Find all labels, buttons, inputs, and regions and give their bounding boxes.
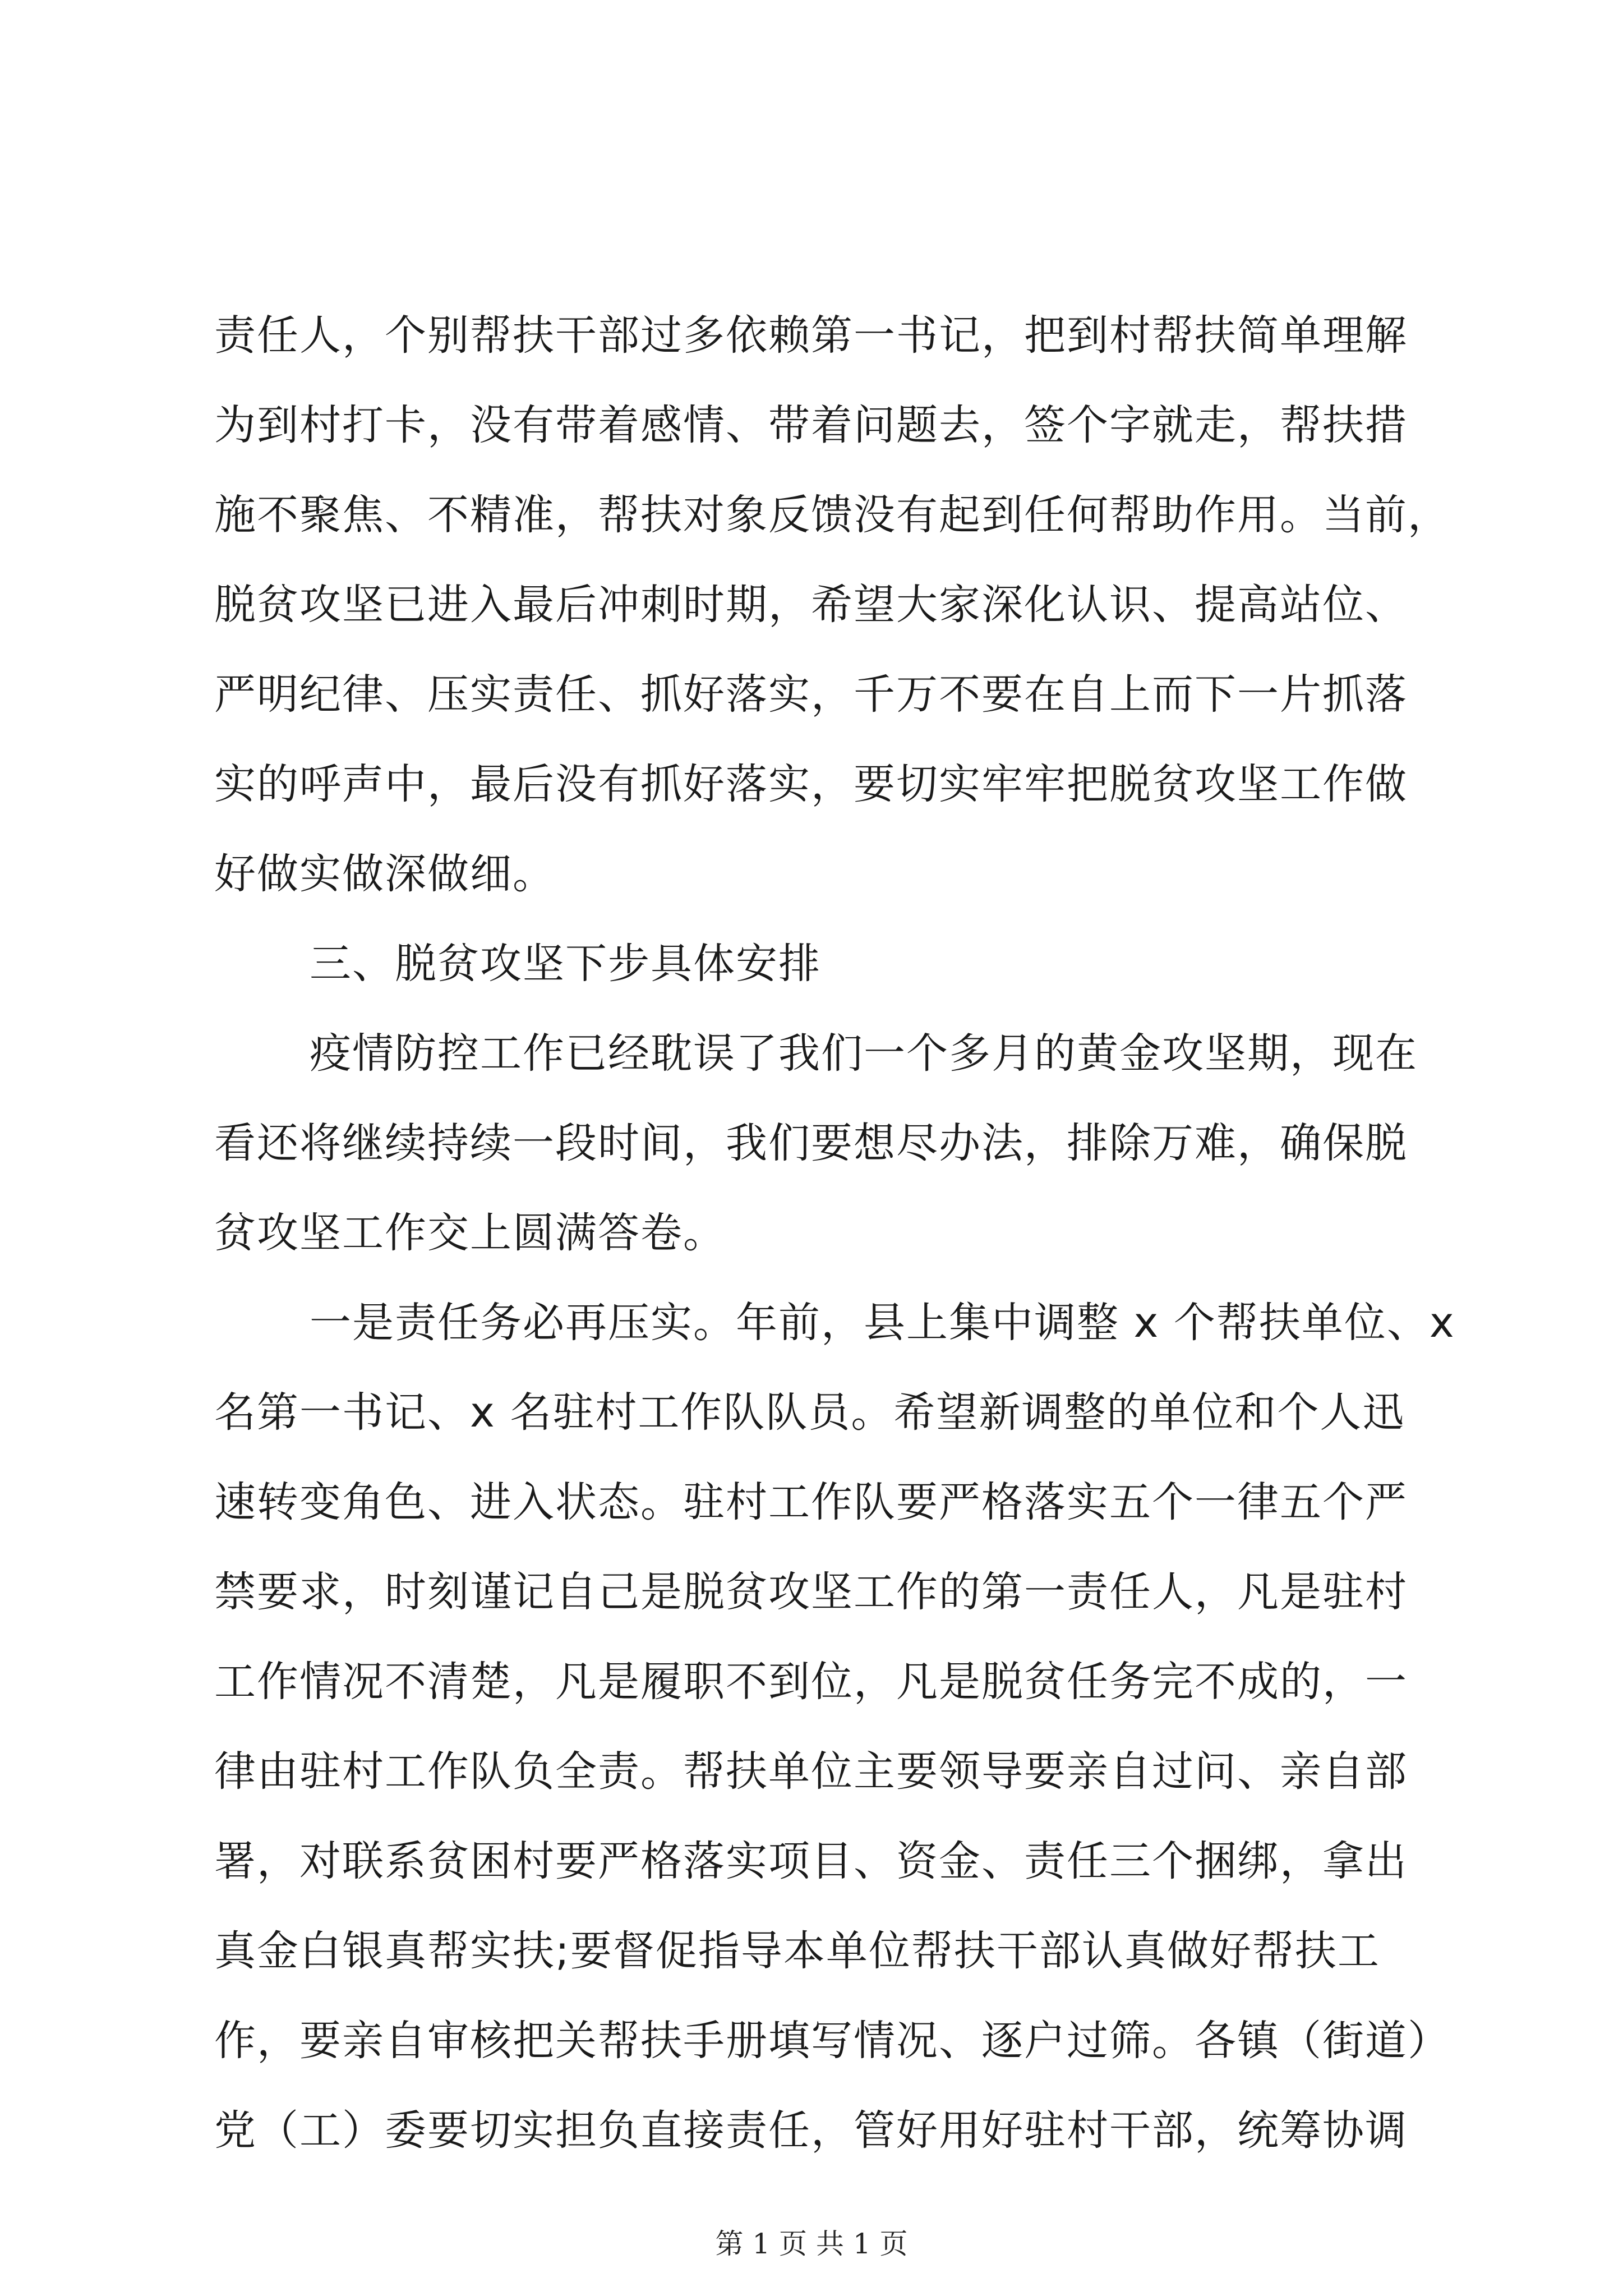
paragraph-first-line: 疫情防控工作已经耽误了我们一个多月的黄金攻坚期，现在 xyxy=(310,1029,1418,1078)
text-line: 名第一书记、x 名驻村工作队队员。希望新调整的单位和个人迅 xyxy=(214,1388,1405,1437)
text-line: 实的呼声中，最后没有抓好落实，要切实牢牢把脱贫攻坚工作做 xyxy=(214,760,1408,808)
text-line: 工作情况不清楚，凡是履职不到位，凡是脱贫任务完不成的，一 xyxy=(214,1658,1408,1706)
text-line: 贫攻坚工作交上圆满答卷。 xyxy=(214,1209,726,1257)
text-line: 党（工）委要切实担负直接责任，管好用好驻村干部，统筹协调 xyxy=(214,2106,1408,2155)
section-heading: 三、脱贫攻坚下步具体安排 xyxy=(310,940,821,988)
text-line: 脱贫攻坚已进入最后冲刺时期，希望大家深化认识、提高站位、 xyxy=(214,581,1408,629)
text-line: 真金白银真帮实扶;要督促指导本单位帮扶干部认真做好帮扶工 xyxy=(214,1927,1380,1975)
text-line: 为到村打卡，没有带着感情、带着问题去，签个字就走，帮扶措 xyxy=(214,401,1408,449)
page-number-footer: 第 1 页 共 1 页 xyxy=(715,2228,908,2260)
text-line: 署，对联系贫困村要严格落实项目、资金、责任三个捆绑，拿出 xyxy=(214,1837,1408,1885)
paragraph-first-line: 一是责任务必再压实。年前，县上集中调整 x 个帮扶单位、x xyxy=(310,1299,1455,1347)
text-line: 看还将继续持续一段时间，我们要想尽办法，排除万难，确保脱 xyxy=(214,1119,1408,1167)
text-line: 速转变角色、进入状态。驻村工作队要严格落实五个一律五个严 xyxy=(214,1478,1408,1526)
text-line: 严明纪律、压实责任、抓好落实，千万不要在自上而下一片抓落 xyxy=(214,670,1408,719)
text-line: 施不聚焦、不精准，帮扶对象反馈没有起到任何帮助作用。当前， xyxy=(214,491,1450,539)
text-line: 好做实做深做细。 xyxy=(214,850,555,898)
text-line: 作，要亲自审核把关帮扶手册填写情况、逐户过筛。各镇（街道） xyxy=(214,2017,1450,2065)
text-line: 责任人，个别帮扶干部过多依赖第一书记，把到村帮扶简单理解 xyxy=(214,311,1408,360)
text-line: 禁要求，时刻谨记自己是脱贫攻坚工作的第一责任人，凡是驻村 xyxy=(214,1568,1408,1616)
text-line: 律由驻村工作队负全责。帮扶单位主要领导要亲自过问、亲自部 xyxy=(214,1747,1408,1796)
